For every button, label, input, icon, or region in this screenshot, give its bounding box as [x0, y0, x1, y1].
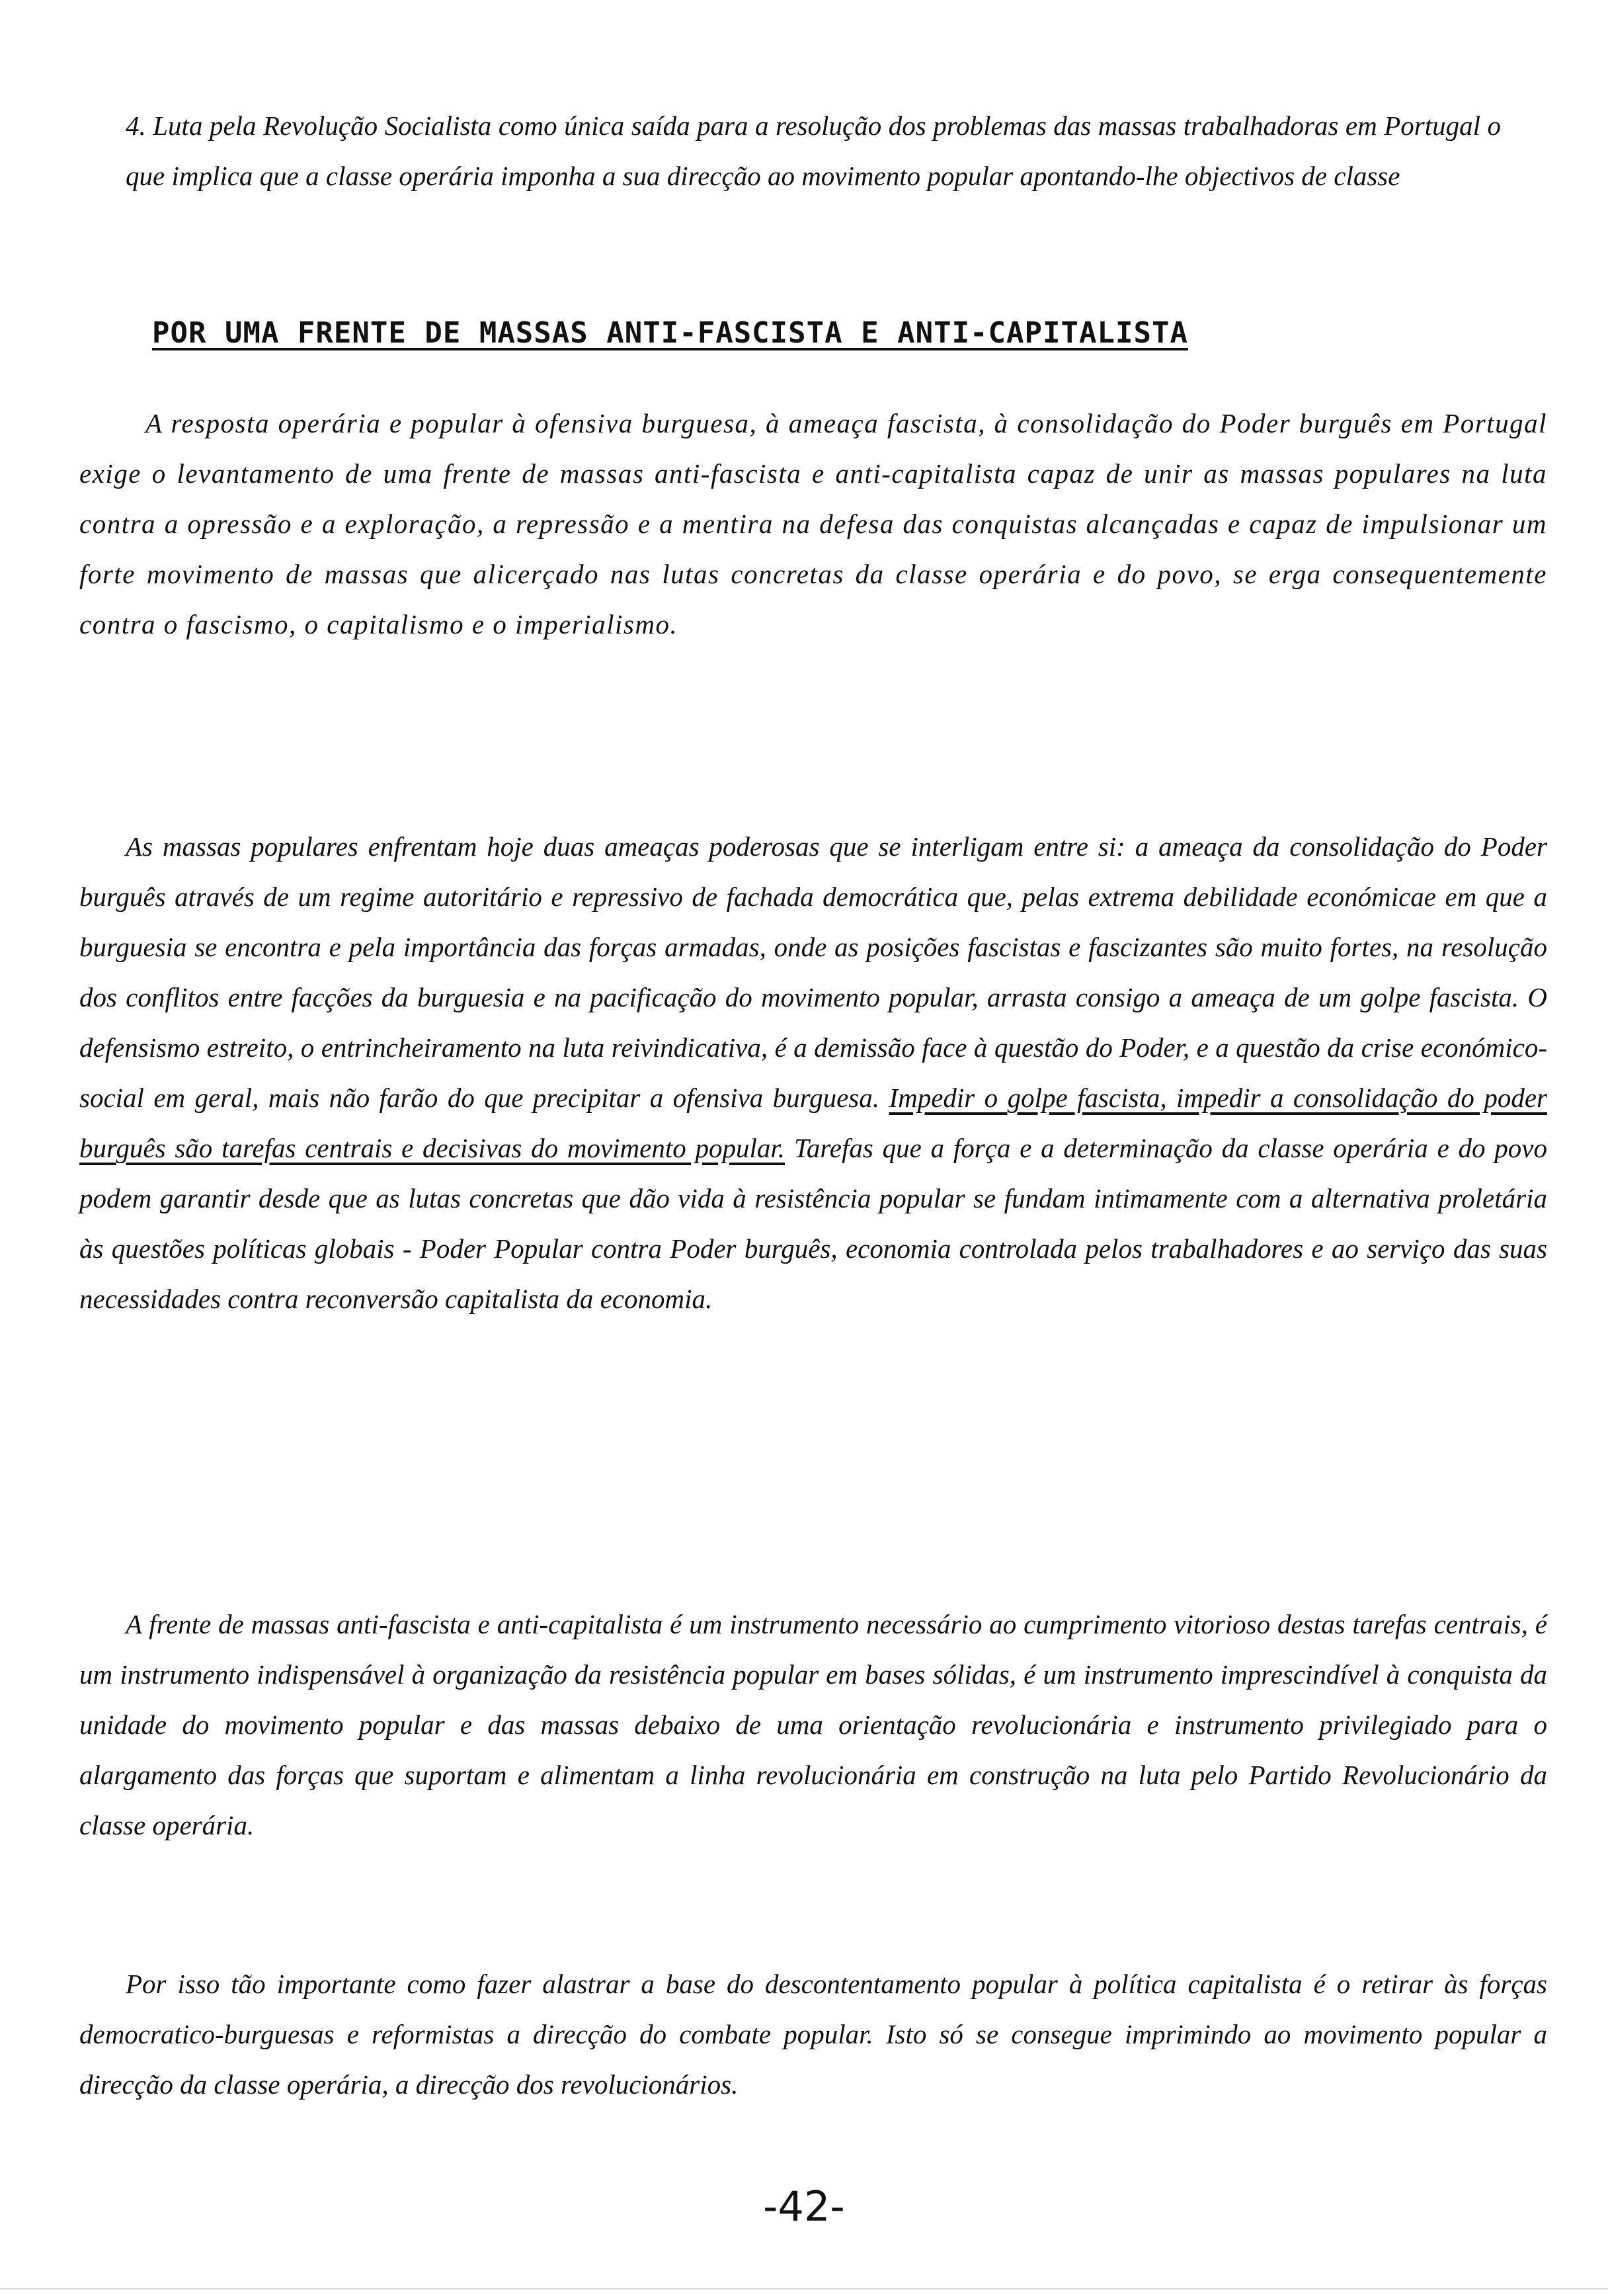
section-heading: POR UMA FRENTE DE MASSAS ANTI-FASCISTA E ANTI-CAPITALISTA [152, 316, 1188, 350]
paragraph-2 [79, 821, 1547, 1324]
bottom-divider [0, 2288, 1608, 2289]
paragraph-2-text-a: As massas populares enfrentam hoje duas ameaças poderosas que se interligam entre si: a ameaça da consolidação do Poder burguês através de um regime autoritário e repressivo de fachada democrática que, pelas extrema debilidade económicae em que a burguesia se encontra e pela importância das forças armadas, onde as posições fascistas e fascizantes são muito fortes, na resolução dos conflitos entre facções da burguesia e na pacificação do movimento popular, arrasta consigo a ameaça de um golpe fascista. O defensismo estreito, o entrincheiramento na luta reivindicativa, é a demissão face à questão do Poder, e a questão da crise económico-social em geral, mais não farão do que precipitar a ofensiva burguesa. [79, 831, 1547, 1113]
paragraph-3: A frente de massas anti-fascista e anti-capitalista é um instrumento necessário ao cumprimento vitorioso destas tarefas centrais, é um instrumento indispensável à organização da resistência popular em bases sólidas, é um instrumento imprescindível à conquista da unidade do movimento popular e das massas debaixo de uma orientação revolucionária e instrumento privilegiado para o alargamento das forças que suportam e alimentam a linha revolucionária em construção na luta pelo Partido Revolucionário da classe operária. [79, 1609, 1547, 1840]
point-4-paragraph: 4. Luta pela Revolução Socialista como única saída para a resolução dos problemas das massas trabalhadoras em Portugal o que implica que a classe operária imponha a sua direcção ao movimento popular apontando-lhe objectivos de classe [126, 110, 1501, 191]
paragraph-4: Por isso tão importante como fazer alastrar a base do descontentamento popular à política capitalista é o retirar às forças democratico-burguesas e reformistas a direcção do combate popular. Isto só se consegue imprimindo ao movimento popular a direcção da classe operária, a direcção dos revolucionários. [79, 1969, 1547, 2100]
paragraph-2-text-b: Tarefas que a força e a determinação da classe operária e do povo podem garantir desde que as lutas concretas que dão vida à resistência popular se fundam intimamente com a alternativa proletária às questões políticas globais - Poder Popular contra Poder burguês, economia controlada pelos trabalhadores e ao serviço das suas necessidades contra reconversão capitalista da economia. [79, 1133, 1547, 1314]
paragraph-1: A resposta operária e popular à ofensiva burguesa, à ameaça fascista, à consolidação do Poder burguês em Portugal exige o levantamento de uma frente de massas anti-fascista e anti-capitalista capaz de unir as massas populares na luta contra a opressão e a exploração, a repressão e a mentira na defesa das conquistas alcançadas e capaz de impulsionar um forte movimento de massas que alicerçado nas lutas concretas da classe operária e do povo, se erga consequentemente contra o fascismo, o capitalismo e o imperialismo. [79, 408, 1547, 639]
paragraph-2-underlined: Impedir o golpe fascista, impedir a consolidação do poder burguês são tarefas centrais e decisivas do movimento popular. [79, 1083, 1548, 1163]
page-number: -42- [763, 2182, 845, 2231]
